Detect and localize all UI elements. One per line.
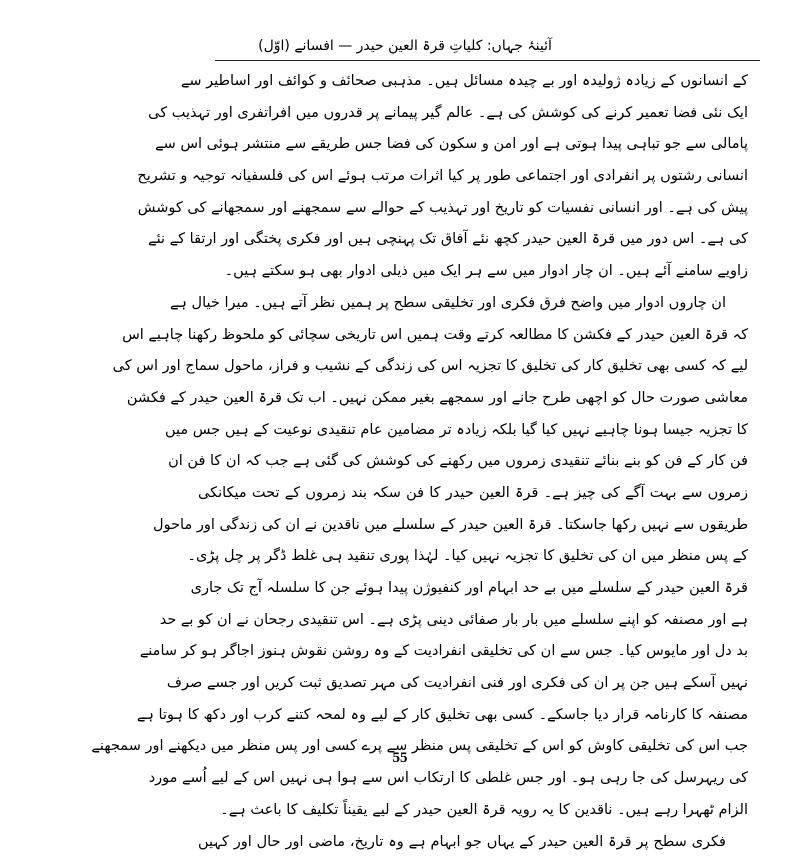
text-line: کی ریہرسل کی جا رہی ہو۔ اور جس غلطی کا ارتکاب اس سے ہوا ہی نہیں اس کے لیے اُسے مورد: [198, 763, 748, 795]
text-line: قرۃ العین حیدر کے سلسلے میں بے حد ابہام اور کنفیوژن پیدا ہوئے جن کا سلسلہ آج تک جاری: [198, 573, 748, 605]
text-line: کے انسانوں کے زیادہ ژولیدہ اور بے چیدہ مسائل ہیں۔ مذہبی صحائف و کوائف اور اساطیر سے: [198, 66, 748, 98]
text-line: بد دل اور مایوس کیا۔ جس سے ان کی تخلیقی انفرادیت کے وہ روشن نقوش ہنوز اجاگر ہو کر سامنے: [198, 636, 748, 668]
text-line: زمروں سے بہت آگے کی چیز ہے۔ قرۃ العین حیدر کا فن سکہ بند زمروں کے تحت میکانکی: [198, 478, 748, 510]
text-line: کا تجزیہ جیسا ہونا چاہیے نہیں کیا گیا بلکہ زیادہ تر مضامین عام تنقیدی نوعیت کے ہیں جس میں: [198, 415, 748, 447]
text-line: کے پس منظر میں ان کی تخلیق کا تجزیہ نہیں کیا۔ لہٰذا پوری تنقید ہی غلط ڈگر پر چل پڑی۔: [198, 541, 748, 573]
text-line: الزام ٹھہرا رہے ہیں۔ ناقدین کا یہ رویہ قرۃ العین حیدر کے لیے یقیناً تکلیف کا باعث ہے۔: [198, 795, 748, 827]
text-line: کی ہے۔ اس دور میں قرۃ العین حیدر کچھ نئے آفاق تک پہنچی ہیں اور فکری پختگی اور ارتقا کے نئے: [198, 224, 748, 256]
text-line: پیش کی ہے۔ اور انسانی نفسیات کو تاریخ اور تہذیب کے حوالے سے سمجھنے اور سمجھانے کی کوشش: [198, 193, 748, 225]
text-line: ایک نئی فضا تعمیر کرنے کی کوشش کی ہے۔ عالم گیر پیمانے پر قدروں میں افراتفری اور تہذیب کی: [198, 98, 748, 130]
text-line: ان چاروں ادوار میں واضح فرق فکری اور تخلیقی سطح پر ہمیں نظر آتے ہیں۔ میرا خیال ہے: [198, 288, 748, 320]
text-line: معاشی صورت حال کو اچھی طرح جانے اور سمجھے بغیر ممکن نہیں۔ اب تک قرۃ العین حیدر کے فکشن: [198, 383, 748, 415]
text-line: نہیں آسکے ہیں جن پر ان کی فکری اور فنی انفرادیت کی مہر تصدیق ثبت کریں اور جسے صرف: [198, 668, 748, 700]
text-line: پامالی سے جو تباہی پیدا ہوتی ہے اور امن و سکون کی فضا جس طریقے سے منتشر ہوئی اس سے: [198, 129, 748, 161]
running-header: آئینۂ جہاں: کلیاتِ قرۃ العین حیدر — افسانے (اوّل): [210, 36, 600, 56]
text-line: مصنفہ کا کارنامہ قرار دیا جاسکے۔ کسی بھی تخلیق کار کے لیے وہ لمحہ کتنے کرب اور دکھ کا ہوتا ہے: [198, 700, 748, 732]
text-line: فن کار کے فن کو بنے بنائے تنقیدی زمروں میں رکھنے کی کوشش کی گئی ہے جب کہ ان کا فن ان: [198, 446, 748, 478]
text-line: ہے اور مصنفہ کو اپنے سلسلے میں بار بار صفائی دینی پڑی ہے۔ اس تنقیدی رجحان نے ان کو بے حد: [198, 605, 748, 637]
text-line: زاویے سامنے آئے ہیں۔ ان چار ادوار میں سے ہر ایک میں ذیلی ادوار بھی ہو سکتے ہیں۔: [198, 256, 748, 288]
text-line: فکری سطح پر قرۃ العین حیدر کے یہاں جو ابہام ہے وہ تاریخ، ماضی اور حال اور کہیں: [198, 827, 748, 858]
text-line: انسانی رشتوں پر انفرادی اور اجتماعی طور پر کیا اثرات مرتب ہوئے اس کی فلسفیانہ توجیہ و تشریح: [198, 161, 748, 193]
body-text: [198, 66, 748, 858]
header-rule: [215, 60, 760, 61]
text-line: طریقوں سے نہیں رکھا جاسکتا۔ قرۃ العین حیدر کے سلسلے میں ناقدین نے ان کی زندگی اور ماحول: [198, 510, 748, 542]
text-line: کہ قرۃ العین حیدر کے فکشن کا مطالعہ کرتے وقت ہمیں اس تاریخی سچائی کو ملحوظ رکھنا چاہیے اس: [198, 320, 748, 352]
page-number: 55: [370, 750, 430, 767]
text-line: لیے کہ کسی بھی تخلیق کار کی تخلیق کا تجزیہ اس کی زندگی کے نشیب و فراز، ماحول سماج اور اس کی: [198, 351, 748, 383]
text-line: جب اس کی تخلیقی کاوش کو اس کے تخلیقی پس منظر سے پرے کسی اور پس منظر میں دیکھنے اور سمجھنے: [198, 731, 748, 763]
